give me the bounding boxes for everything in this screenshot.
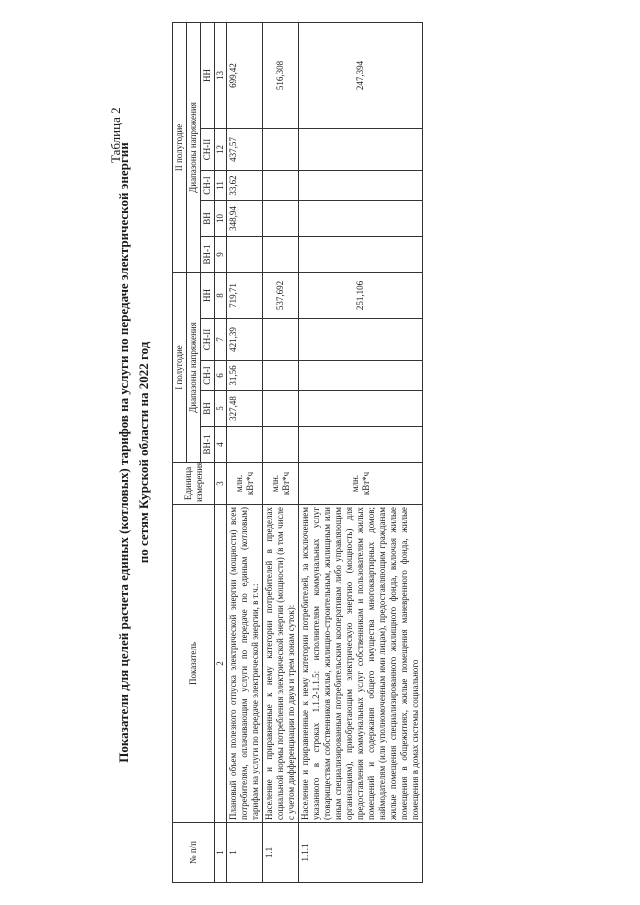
value-cell: 699,42 <box>227 22 263 128</box>
h2-sn2: СН-II <box>201 128 215 170</box>
row-unit: млн. кВт*ч <box>299 463 423 505</box>
h2-nn: НН <box>201 22 215 128</box>
row-number: 1 <box>227 823 263 883</box>
title-line-1: Показатели для целей расчета единых (котловых) тарифов на услуги по передаче электрической энергии <box>116 142 131 763</box>
h2-vn1: ВН-1 <box>201 236 215 272</box>
value-cell <box>299 170 423 200</box>
row-indicator: Население и приравненные к нему категории потребителей в пределах социальной нормы потребления электрической энергии (мощности) (в том числе с учетом дифференциации по двум и трем зонам суток): <box>263 505 299 823</box>
index-cell: 6 <box>215 361 227 391</box>
table-row <box>299 22 423 882</box>
table-row <box>263 22 299 882</box>
value-cell: 348,94 <box>227 200 263 236</box>
half1-voltage-header: Диапазоны напряжения <box>187 272 201 462</box>
row-indicator: Плановый объем полезного отпуска электрической энергии (мощности) всем потребителям, оплачивающим услуги по передаче по единым (котловым) тарифам на услуги по передаче электрической энергии, в т.ч.: <box>227 505 263 823</box>
value-cell <box>299 391 423 427</box>
index-cell: 3 <box>215 463 227 505</box>
value-cell <box>263 128 299 170</box>
index-cell: 12 <box>215 128 227 170</box>
value-cell <box>299 361 423 391</box>
row-indicator: Население и приравненные к нему категории потребителей, за исключением указанного в строках 1.1.2-1.1.5: исполнителям коммунальных услуг (товариществам собственников жилья, жилищно-строительным, жилищным или иным специализированным потребительским кооперативам либо управляющим организациям), приобретающим электрическую энергию (мощность) для предоставления коммунальных услуг собственникам и пользователям жилых помещений и содержания общего имущества многоквартирных домов; наймодателям (или уполномоченным ими лицам), предоставляющим гражданам жилые помещения специализированного жилищного фонда, включая жилые помещения в общежитиях, жилые помещения маневренного фонда, жилые помещения в домах системы социального <box>299 505 423 823</box>
index-cell: 10 <box>215 200 227 236</box>
column-index-row <box>215 22 227 882</box>
value-cell <box>299 236 423 272</box>
tariff-table <box>172 22 423 883</box>
col-indicator-header: Показатель <box>173 505 215 823</box>
index-cell: 9 <box>215 236 227 272</box>
value-cell: 247,394 <box>299 22 423 128</box>
index-cell: 13 <box>215 22 227 128</box>
col-no-header: № п/п <box>173 823 215 883</box>
index-cell: 7 <box>215 319 227 361</box>
value-cell <box>299 128 423 170</box>
col-unit-header: Единица измерения <box>173 463 215 505</box>
h2-vn: ВН <box>201 200 215 236</box>
index-cell: 4 <box>215 427 227 463</box>
table-row <box>227 22 263 882</box>
h2-sn1: СН-I <box>201 170 215 200</box>
title-line-2: по сетям Курской области на 2022 год <box>136 341 151 564</box>
value-cell: 327,48 <box>227 391 263 427</box>
row-number: 1.1 <box>263 823 299 883</box>
row-unit: млн. кВт*ч <box>263 463 299 505</box>
index-cell: 11 <box>215 170 227 200</box>
value-cell <box>263 391 299 427</box>
value-cell: 421,39 <box>227 319 263 361</box>
value-cell <box>263 361 299 391</box>
row-unit: млн. кВт*ч <box>227 463 263 505</box>
h1-vn: ВН <box>201 391 215 427</box>
value-cell <box>299 427 423 463</box>
value-cell <box>263 170 299 200</box>
document-title <box>114 0 154 905</box>
value-cell <box>263 200 299 236</box>
value-cell <box>227 236 263 272</box>
value-cell: 516,308 <box>263 22 299 128</box>
value-cell: 251,106 <box>299 272 423 318</box>
table-label: Таблица 2 <box>108 107 123 163</box>
h1-nn: НН <box>201 272 215 318</box>
value-cell: 31,56 <box>227 361 263 391</box>
value-cell: 437,57 <box>227 128 263 170</box>
h1-sn1: СН-I <box>201 361 215 391</box>
value-cell <box>263 236 299 272</box>
value-cell <box>299 200 423 236</box>
value-cell <box>299 319 423 361</box>
half2-header: II полугодие <box>173 22 187 272</box>
h1-vn1: ВН-1 <box>201 427 215 463</box>
value-cell <box>227 427 263 463</box>
half2-voltage-header: Диапазоны напряжения <box>187 22 201 272</box>
h1-sn2: СН-II <box>201 319 215 361</box>
value-cell: 719,71 <box>227 272 263 318</box>
half1-header: I полугодие <box>173 272 187 462</box>
index-cell: 8 <box>215 272 227 318</box>
row-number: 1.1.1 <box>299 823 423 883</box>
index-cell: 2 <box>215 505 227 823</box>
value-cell: 537,692 <box>263 272 299 318</box>
value-cell: 33,62 <box>227 170 263 200</box>
index-cell: 5 <box>215 391 227 427</box>
value-cell <box>263 427 299 463</box>
index-cell: 1 <box>215 823 227 883</box>
value-cell <box>263 319 299 361</box>
